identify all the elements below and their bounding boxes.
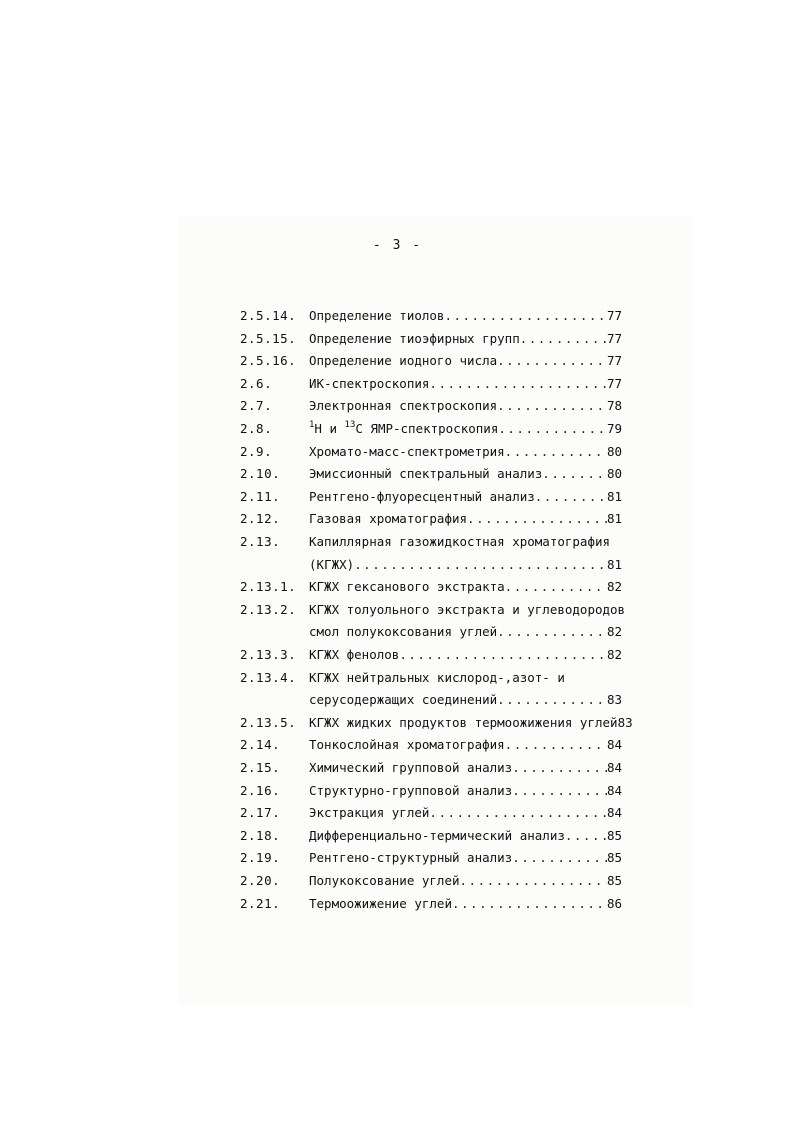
page-ref: 85 xyxy=(606,827,622,843)
toc-entry xyxy=(309,668,622,688)
section-number: 2.17. xyxy=(240,805,281,821)
toc-row xyxy=(240,329,622,349)
section-title: Капиллярная газожидкостная хроматография xyxy=(309,534,611,549)
section-title: (КГЖХ) xyxy=(309,556,355,572)
toc-row xyxy=(240,848,622,868)
section-number: 2.6. xyxy=(240,375,273,391)
toc-row xyxy=(240,396,622,416)
section-number: 2.7. xyxy=(240,398,273,414)
section-title: Экстракция углей xyxy=(309,805,430,821)
section-title: смол полукоксования углей xyxy=(309,624,498,640)
section-number: 2.11. xyxy=(240,488,281,504)
dot-leader xyxy=(505,577,607,597)
toc-entry xyxy=(309,442,622,462)
section-title: ИК-спектроскопия xyxy=(309,375,430,391)
toc-row xyxy=(240,668,622,688)
dot-leader xyxy=(498,419,607,439)
toc-entry xyxy=(309,351,622,371)
section-title: Хромато-масс-спектрометрия xyxy=(309,443,505,459)
section-title: Рентгено-флуоресцентный анализ xyxy=(309,488,535,504)
section-title: КГЖХ нейтральных кислород-,азот- и xyxy=(309,669,565,685)
toc-row xyxy=(240,871,622,891)
section-number: 2.13. xyxy=(240,534,281,549)
toc-entry xyxy=(309,894,622,914)
section-title: Полукоксование углей xyxy=(309,873,460,888)
dot-leader xyxy=(520,329,607,349)
section-title: Химический групповой анализ xyxy=(309,760,513,775)
page-ref: 84 xyxy=(606,760,622,775)
section-title: серусодержащих соединений xyxy=(309,692,498,708)
toc-entry xyxy=(309,848,622,868)
page-ref: 77 xyxy=(606,375,622,391)
toc-entry xyxy=(309,871,622,891)
toc-row xyxy=(240,803,622,823)
toc-row xyxy=(240,442,622,462)
dot-leader xyxy=(429,374,607,394)
toc-row xyxy=(240,826,622,846)
page-ref: 78 xyxy=(606,398,622,414)
toc-entry xyxy=(309,374,622,394)
toc-row xyxy=(240,713,633,733)
page-ref: 82 xyxy=(606,647,622,662)
section-title: Тонкослойная хроматография xyxy=(309,737,505,753)
dot-leader xyxy=(429,803,607,823)
section-number: 2.14. xyxy=(240,737,281,753)
section-number: 2.9. xyxy=(240,443,273,459)
toc-row xyxy=(240,735,622,755)
section-title: Определение иодного числа xyxy=(309,353,498,369)
toc-row xyxy=(240,690,622,710)
toc-row xyxy=(240,532,622,552)
section-title: Термоожижение углей xyxy=(309,895,452,911)
section-number: 2.13.3. xyxy=(240,647,297,662)
page-number: - 3 - xyxy=(372,238,423,253)
section-title: Газовая хроматография xyxy=(309,511,468,527)
toc-row xyxy=(240,622,622,642)
page-ref: 81 xyxy=(606,511,622,527)
toc-entry xyxy=(309,555,622,575)
toc-entry xyxy=(309,826,622,846)
toc-row xyxy=(240,464,622,484)
section-title: КГЖХ толуольного экстракта и углеводородов xyxy=(309,601,626,617)
toc-entry xyxy=(309,803,622,823)
page-ref: 83 xyxy=(606,692,622,708)
section-title: Определение тиолов xyxy=(309,308,445,323)
section-number: 2.15. xyxy=(240,760,281,775)
page-ref: 80 xyxy=(606,443,622,459)
dot-leader xyxy=(505,442,607,462)
page-ref: 81 xyxy=(606,488,622,504)
section-title: Рентгено-структурный анализ xyxy=(309,850,513,866)
toc-row xyxy=(240,419,622,439)
dot-leader xyxy=(497,622,607,642)
page-ref: 84 xyxy=(606,737,622,753)
toc-row xyxy=(240,374,622,394)
dot-leader xyxy=(399,645,607,665)
dot-leader xyxy=(497,690,607,710)
page-ref: 85 xyxy=(606,873,622,888)
page-ref: 85 xyxy=(606,850,622,866)
dot-leader xyxy=(512,781,607,801)
page-ref: 86 xyxy=(606,895,622,911)
superscript: 13 xyxy=(344,419,356,430)
dot-leader xyxy=(444,306,606,326)
dot-leader xyxy=(460,871,607,891)
page-ref: 84 xyxy=(606,782,622,798)
dot-leader xyxy=(565,826,607,846)
section-title: Электронная спектроскопия xyxy=(309,398,498,414)
page-ref: 81 xyxy=(606,556,622,572)
page-ref: 83 xyxy=(617,714,633,730)
toc-entry xyxy=(309,419,622,439)
page-ref: 79 xyxy=(606,421,622,436)
toc-entry xyxy=(309,396,622,416)
page-ref: 80 xyxy=(606,466,622,482)
section-number: 2.5.16. xyxy=(240,353,297,369)
section-number: 2.13.2. xyxy=(240,601,297,617)
dot-leader xyxy=(512,848,607,868)
toc-entry xyxy=(309,713,633,733)
page-ref: 77 xyxy=(606,330,622,346)
toc-entry xyxy=(309,781,622,801)
page-ref: 77 xyxy=(606,353,622,369)
toc-entry xyxy=(309,464,622,484)
section-title: Определение тиоэфирных групп xyxy=(309,330,520,346)
section-title: КГЖХ гексанового экстракта xyxy=(309,579,505,595)
section-title: КГЖХ жидких продуктов термоожижения углей xyxy=(309,714,618,730)
dot-leader xyxy=(505,735,607,755)
section-number: 2.16. xyxy=(240,782,281,798)
toc-entry xyxy=(309,532,622,552)
section-number: 2.12. xyxy=(240,511,281,527)
section-title: $^1$Н и $^{13}$С ЯМР-спектроскопия xyxy=(309,419,499,436)
toc-entry xyxy=(309,306,622,326)
section-number: 2.20. xyxy=(240,873,281,888)
toc-entry xyxy=(309,487,622,507)
toc-row xyxy=(240,487,622,507)
dot-leader xyxy=(497,351,607,371)
toc-row xyxy=(240,600,626,620)
toc-entry xyxy=(309,600,626,620)
page-ref: 77 xyxy=(606,308,622,323)
section-number: 2.8. xyxy=(240,421,273,436)
dot-leader xyxy=(512,758,607,778)
toc-row xyxy=(240,555,622,575)
toc-entry xyxy=(309,690,622,710)
toc-row xyxy=(240,758,622,778)
page-ref: 82 xyxy=(606,624,622,640)
toc-row xyxy=(240,509,622,529)
toc-row xyxy=(240,577,622,597)
section-number: 2.13.1. xyxy=(240,579,297,595)
toc-row xyxy=(240,306,622,326)
dot-leader xyxy=(497,396,607,416)
section-number: 2.21. xyxy=(240,895,281,911)
section-number: 2.5.14. xyxy=(240,308,297,323)
page-ref: 84 xyxy=(606,805,622,821)
superscript: 1 xyxy=(309,419,315,430)
dot-leader xyxy=(535,487,607,507)
toc-entry xyxy=(309,509,622,529)
section-title: Эмиссионный спектральный анализ xyxy=(309,466,543,482)
toc-row xyxy=(240,645,622,665)
dot-leader xyxy=(452,894,607,914)
toc-entry xyxy=(309,622,622,642)
dot-leader xyxy=(467,509,607,529)
toc-row xyxy=(240,781,622,801)
toc-entry xyxy=(309,758,622,778)
section-number: 2.10. xyxy=(240,466,281,482)
toc-entry xyxy=(309,645,622,665)
page-ref: 82 xyxy=(606,579,622,595)
toc-row xyxy=(240,894,622,914)
dot-leader xyxy=(354,555,607,575)
section-title: Дифференциально-термический анализ xyxy=(309,827,565,843)
section-number: 2.18. xyxy=(240,827,281,843)
toc-entry xyxy=(309,735,622,755)
section-number: 2.5.15. xyxy=(240,330,297,346)
dot-leader xyxy=(542,464,607,484)
section-title: КГЖХ фенолов xyxy=(309,647,400,662)
section-number: 2.19. xyxy=(240,850,281,866)
section-number: 2.13.4. xyxy=(240,669,297,685)
toc-entry xyxy=(309,577,622,597)
section-title: Структурно-групповой анализ xyxy=(309,782,513,798)
section-number: 2.13.5. xyxy=(240,714,297,730)
toc-row xyxy=(240,351,622,371)
toc-entry xyxy=(309,329,622,349)
